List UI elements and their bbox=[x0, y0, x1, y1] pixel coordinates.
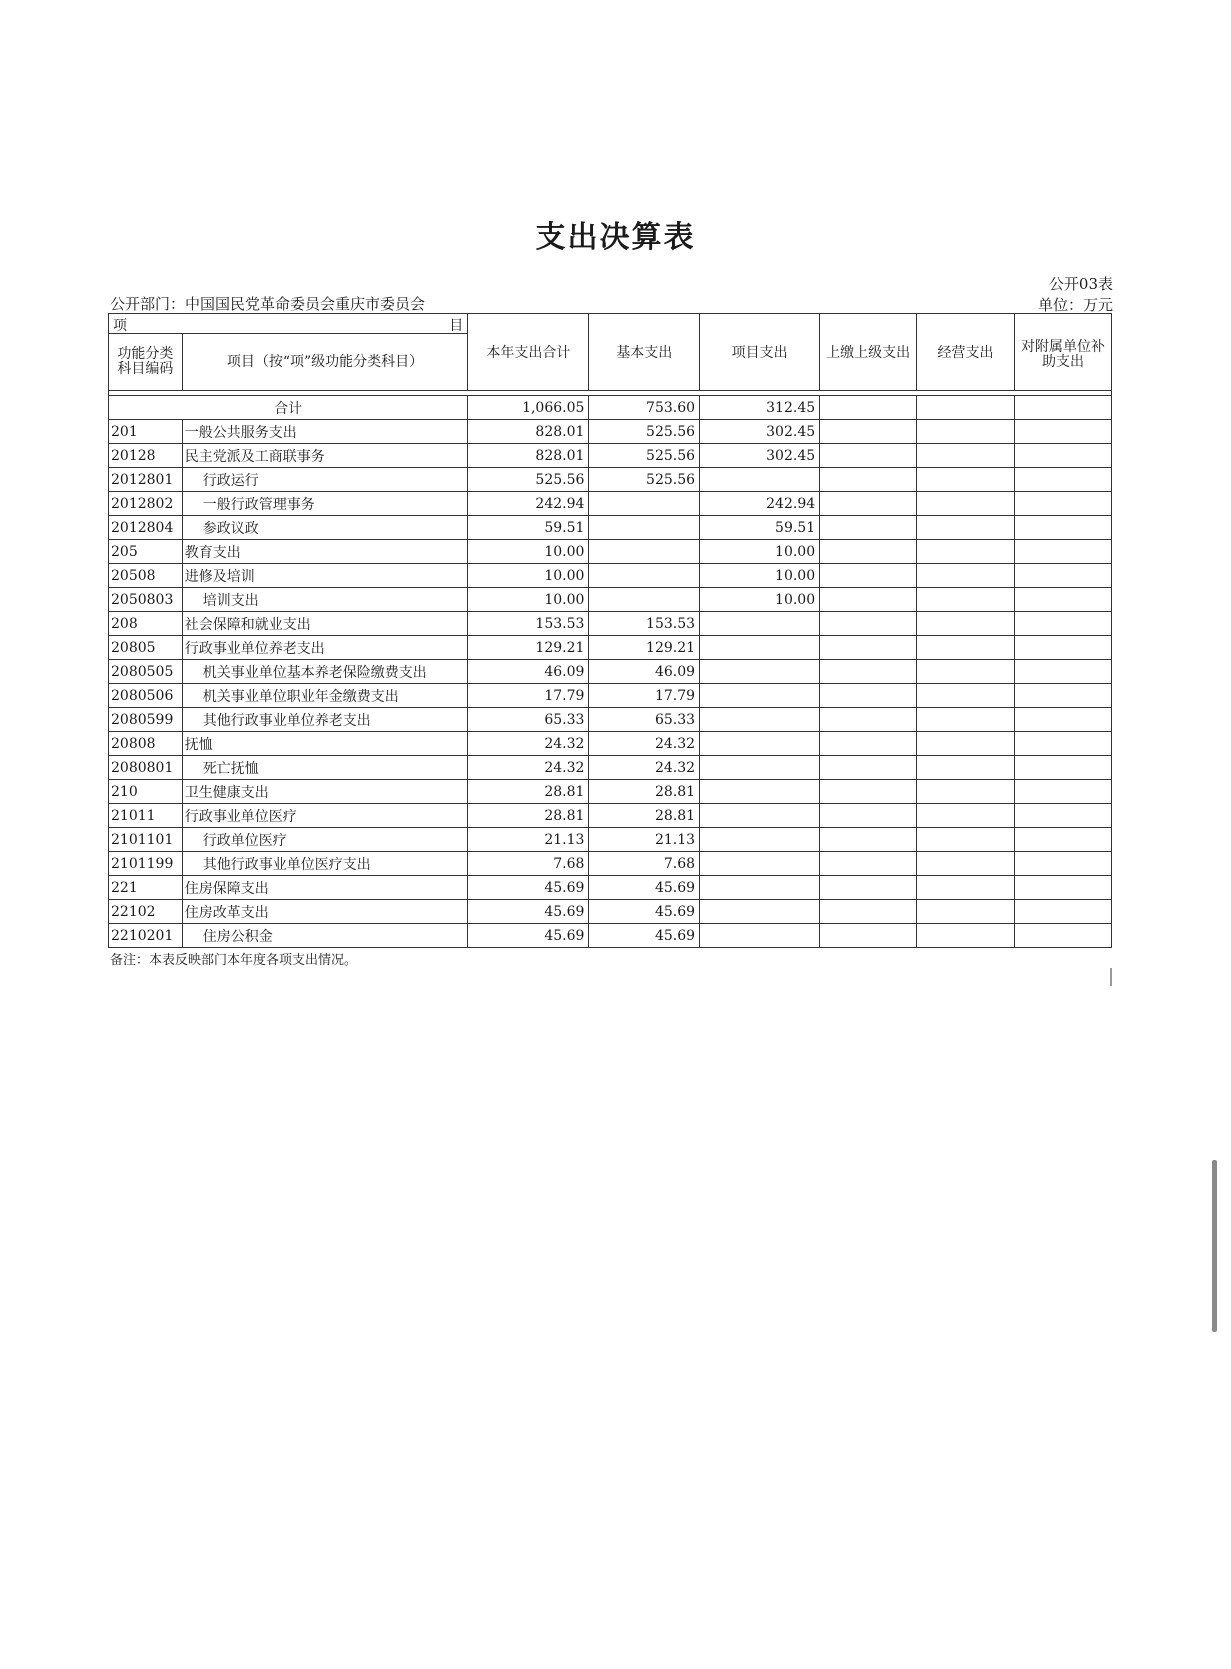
business-cell bbox=[917, 708, 1015, 732]
business-cell bbox=[917, 516, 1015, 540]
code-cell: 2080599 bbox=[109, 708, 183, 732]
project-cell: 302.45 bbox=[700, 420, 820, 444]
name-cell: 行政事业单位医疗 bbox=[182, 804, 468, 828]
form-number: 公开03表 bbox=[1048, 275, 1113, 293]
basic-cell bbox=[589, 564, 700, 588]
upper-cell bbox=[820, 852, 917, 876]
total-upper-cell bbox=[820, 396, 917, 420]
project-cell bbox=[700, 468, 820, 492]
business-cell bbox=[917, 780, 1015, 804]
project-cell: 10.00 bbox=[700, 540, 820, 564]
col-header-basic: 基本支出 bbox=[589, 314, 700, 391]
code-cell: 221 bbox=[109, 876, 183, 900]
name-cell: 其他行政事业单位医疗支出 bbox=[182, 852, 468, 876]
total-cell: 242.94 bbox=[468, 492, 589, 516]
project-cell: 59.51 bbox=[700, 516, 820, 540]
basic-cell: 28.81 bbox=[589, 780, 700, 804]
name-cell: 行政运行 bbox=[182, 468, 468, 492]
upper-cell bbox=[820, 876, 917, 900]
basic-cell: 21.13 bbox=[589, 828, 700, 852]
table-row bbox=[109, 612, 1112, 636]
subsidy-cell bbox=[1015, 876, 1112, 900]
code-cell: 201 bbox=[109, 420, 183, 444]
business-cell bbox=[917, 924, 1015, 948]
subsidy-cell bbox=[1015, 468, 1112, 492]
total-row bbox=[109, 396, 1112, 420]
name-cell: 民主党派及工商联事务 bbox=[182, 444, 468, 468]
code-cell: 2210201 bbox=[109, 924, 183, 948]
department-label: 公开部门：中国国民党革命委员会重庆市委员会 bbox=[110, 295, 426, 313]
upper-cell bbox=[820, 492, 917, 516]
upper-cell bbox=[820, 708, 917, 732]
total-cell: 10.00 bbox=[468, 540, 589, 564]
code-cell: 2012804 bbox=[109, 516, 183, 540]
table-row bbox=[109, 708, 1112, 732]
page-title: 支出决算表 bbox=[535, 220, 696, 255]
business-cell bbox=[917, 852, 1015, 876]
basic-cell: 153.53 bbox=[589, 612, 700, 636]
col-header-subsidy: 对附属单位补助支出 bbox=[1015, 314, 1112, 391]
name-cell: 其他行政事业单位养老支出 bbox=[182, 708, 468, 732]
total-cell: 28.81 bbox=[468, 804, 589, 828]
table-row bbox=[109, 636, 1112, 660]
subsidy-cell bbox=[1015, 852, 1112, 876]
code-cell: 20808 bbox=[109, 732, 183, 756]
basic-cell: 525.56 bbox=[589, 468, 700, 492]
basic-cell: 24.32 bbox=[589, 756, 700, 780]
upper-cell bbox=[820, 660, 917, 684]
basic-cell: 65.33 bbox=[589, 708, 700, 732]
subsidy-cell bbox=[1015, 780, 1112, 804]
name-cell: 社会保障和就业支出 bbox=[182, 612, 468, 636]
basic-cell: 525.56 bbox=[589, 420, 700, 444]
col-header-total: 本年支出合计 bbox=[468, 314, 589, 391]
upper-cell bbox=[820, 540, 917, 564]
name-cell: 行政单位医疗 bbox=[182, 828, 468, 852]
project-cell bbox=[700, 636, 820, 660]
code-cell: 2012802 bbox=[109, 492, 183, 516]
name-cell: 住房保障支出 bbox=[182, 876, 468, 900]
total-cell: 46.09 bbox=[468, 660, 589, 684]
business-cell bbox=[917, 444, 1015, 468]
subsidy-cell bbox=[1015, 756, 1112, 780]
total-cell: 828.01 bbox=[468, 444, 589, 468]
total-business-cell bbox=[917, 396, 1015, 420]
col-header-project: 项目支出 bbox=[700, 314, 820, 391]
project-header bbox=[109, 314, 468, 334]
total-cell: 153.53 bbox=[468, 612, 589, 636]
project-cell bbox=[700, 852, 820, 876]
total-subsidy-cell bbox=[1015, 396, 1112, 420]
upper-cell bbox=[820, 420, 917, 444]
table-row bbox=[109, 924, 1112, 948]
total-label: 合计 bbox=[109, 396, 468, 420]
name-cell: 住房公积金 bbox=[182, 924, 468, 948]
basic-cell: 525.56 bbox=[589, 444, 700, 468]
business-cell bbox=[917, 492, 1015, 516]
edge-mark bbox=[1110, 968, 1112, 986]
table-row bbox=[109, 564, 1112, 588]
name-cell: 死亡抚恤 bbox=[182, 756, 468, 780]
name-cell: 抚恤 bbox=[182, 732, 468, 756]
subsidy-cell bbox=[1015, 612, 1112, 636]
table-row bbox=[109, 468, 1112, 492]
basic-cell bbox=[589, 588, 700, 612]
upper-cell bbox=[820, 804, 917, 828]
basic-cell: 28.81 bbox=[589, 804, 700, 828]
name-cell: 教育支出 bbox=[182, 540, 468, 564]
note: 备注：本表反映部门本年度各项支出情况。 bbox=[110, 953, 358, 968]
expenditure-table bbox=[108, 313, 1112, 948]
subsidy-cell bbox=[1015, 420, 1112, 444]
total-basic-cell: 753.60 bbox=[589, 396, 700, 420]
code-cell: 2080506 bbox=[109, 684, 183, 708]
project-cell bbox=[700, 804, 820, 828]
business-cell bbox=[917, 612, 1015, 636]
subsidy-cell bbox=[1015, 924, 1112, 948]
subsidy-cell bbox=[1015, 732, 1112, 756]
upper-cell bbox=[820, 684, 917, 708]
subsidy-cell bbox=[1015, 516, 1112, 540]
code-cell: 208 bbox=[109, 612, 183, 636]
total-cell: 10.00 bbox=[468, 588, 589, 612]
table-row bbox=[109, 516, 1112, 540]
code-cell: 20508 bbox=[109, 564, 183, 588]
code-cell: 2012801 bbox=[109, 468, 183, 492]
project-cell bbox=[700, 612, 820, 636]
table-row bbox=[109, 900, 1112, 924]
upper-cell bbox=[820, 588, 917, 612]
total-cell: 59.51 bbox=[468, 516, 589, 540]
business-cell bbox=[917, 564, 1015, 588]
table-row bbox=[109, 732, 1112, 756]
total-cell: 21.13 bbox=[468, 828, 589, 852]
total-cell: 28.81 bbox=[468, 780, 589, 804]
basic-cell: 45.69 bbox=[589, 924, 700, 948]
basic-cell bbox=[589, 540, 700, 564]
subsidy-cell bbox=[1015, 540, 1112, 564]
upper-cell bbox=[820, 732, 917, 756]
total-cell: 45.69 bbox=[468, 876, 589, 900]
project-cell: 242.94 bbox=[700, 492, 820, 516]
project-header-right: 目 bbox=[449, 318, 464, 334]
project-header-left: 项 bbox=[113, 318, 127, 334]
total-cell: 10.00 bbox=[468, 564, 589, 588]
total-cell: 828.01 bbox=[468, 420, 589, 444]
code-cell: 2080801 bbox=[109, 756, 183, 780]
project-cell bbox=[700, 732, 820, 756]
table-row bbox=[109, 444, 1112, 468]
project-cell bbox=[700, 828, 820, 852]
col-header-business: 经营支出 bbox=[917, 314, 1015, 391]
basic-cell bbox=[589, 492, 700, 516]
table-row bbox=[109, 588, 1112, 612]
table-row bbox=[109, 828, 1112, 852]
scrollbar[interactable] bbox=[1212, 1160, 1217, 1332]
business-cell bbox=[917, 732, 1015, 756]
table-row bbox=[109, 780, 1112, 804]
upper-cell bbox=[820, 468, 917, 492]
project-cell bbox=[700, 924, 820, 948]
upper-cell bbox=[820, 756, 917, 780]
total-cell: 65.33 bbox=[468, 708, 589, 732]
name-cell: 一般公共服务支出 bbox=[182, 420, 468, 444]
total-cell: 17.79 bbox=[468, 684, 589, 708]
upper-cell bbox=[820, 900, 917, 924]
total-cell: 24.32 bbox=[468, 732, 589, 756]
code-col-header: 功能分类科目编码 bbox=[109, 334, 183, 391]
project-cell bbox=[700, 684, 820, 708]
business-cell bbox=[917, 636, 1015, 660]
total-cell: 1,066.05 bbox=[468, 396, 589, 420]
subsidy-cell bbox=[1015, 804, 1112, 828]
code-cell: 22102 bbox=[109, 900, 183, 924]
name-cell: 住房改革支出 bbox=[182, 900, 468, 924]
project-cell bbox=[700, 780, 820, 804]
table-row bbox=[109, 420, 1112, 444]
code-cell: 21011 bbox=[109, 804, 183, 828]
subsidy-cell bbox=[1015, 492, 1112, 516]
subsidy-cell bbox=[1015, 444, 1112, 468]
code-cell: 2050803 bbox=[109, 588, 183, 612]
name-cell: 一般行政管理事务 bbox=[182, 492, 468, 516]
basic-cell: 7.68 bbox=[589, 852, 700, 876]
code-cell: 2101101 bbox=[109, 828, 183, 852]
project-cell: 302.45 bbox=[700, 444, 820, 468]
code-cell: 210 bbox=[109, 780, 183, 804]
total-cell: 129.21 bbox=[468, 636, 589, 660]
business-cell bbox=[917, 660, 1015, 684]
subsidy-cell bbox=[1015, 708, 1112, 732]
table-row bbox=[109, 876, 1112, 900]
basic-cell: 46.09 bbox=[589, 660, 700, 684]
upper-cell bbox=[820, 444, 917, 468]
table-row bbox=[109, 540, 1112, 564]
total-cell: 7.68 bbox=[468, 852, 589, 876]
name-cell: 机关事业单位职业年金缴费支出 bbox=[182, 684, 468, 708]
table-row bbox=[109, 684, 1112, 708]
code-cell: 2101199 bbox=[109, 852, 183, 876]
upper-cell bbox=[820, 924, 917, 948]
upper-cell bbox=[820, 780, 917, 804]
business-cell bbox=[917, 588, 1015, 612]
total-project-cell: 312.45 bbox=[700, 396, 820, 420]
total-cell: 24.32 bbox=[468, 756, 589, 780]
basic-cell bbox=[589, 516, 700, 540]
code-cell: 20805 bbox=[109, 636, 183, 660]
col-header-upper: 上缴上级支出 bbox=[820, 314, 917, 391]
code-cell: 20128 bbox=[109, 444, 183, 468]
project-cell: 10.00 bbox=[700, 588, 820, 612]
unit-label: 单位：万元 bbox=[1037, 296, 1113, 314]
name-cell: 卫生健康支出 bbox=[182, 780, 468, 804]
business-cell bbox=[917, 684, 1015, 708]
project-cell bbox=[700, 708, 820, 732]
code-cell: 2080505 bbox=[109, 660, 183, 684]
business-cell bbox=[917, 420, 1015, 444]
subsidy-cell bbox=[1015, 660, 1112, 684]
upper-cell bbox=[820, 564, 917, 588]
business-cell bbox=[917, 804, 1015, 828]
name-cell: 行政事业单位养老支出 bbox=[182, 636, 468, 660]
basic-cell: 24.32 bbox=[589, 732, 700, 756]
business-cell bbox=[917, 900, 1015, 924]
total-cell: 45.69 bbox=[468, 900, 589, 924]
project-cell bbox=[700, 660, 820, 684]
subsidy-cell bbox=[1015, 564, 1112, 588]
total-cell: 525.56 bbox=[468, 468, 589, 492]
upper-cell bbox=[820, 612, 917, 636]
project-cell: 10.00 bbox=[700, 564, 820, 588]
basic-cell: 129.21 bbox=[589, 636, 700, 660]
basic-cell: 17.79 bbox=[589, 684, 700, 708]
table-row bbox=[109, 804, 1112, 828]
subsidy-cell bbox=[1015, 828, 1112, 852]
name-cell: 机关事业单位基本养老保险缴费支出 bbox=[182, 660, 468, 684]
project-cell bbox=[700, 876, 820, 900]
business-cell bbox=[917, 756, 1015, 780]
table-row bbox=[109, 756, 1112, 780]
project-cell bbox=[700, 900, 820, 924]
subsidy-cell bbox=[1015, 684, 1112, 708]
upper-cell bbox=[820, 828, 917, 852]
project-cell bbox=[700, 756, 820, 780]
code-cell: 205 bbox=[109, 540, 183, 564]
name-col-header: 项目（按“项”级功能分类科目） bbox=[182, 334, 468, 391]
business-cell bbox=[917, 468, 1015, 492]
basic-cell: 45.69 bbox=[589, 900, 700, 924]
business-cell bbox=[917, 828, 1015, 852]
name-cell: 参政议政 bbox=[182, 516, 468, 540]
upper-cell bbox=[820, 516, 917, 540]
table-row bbox=[109, 492, 1112, 516]
total-cell: 45.69 bbox=[468, 924, 589, 948]
name-cell: 进修及培训 bbox=[182, 564, 468, 588]
business-cell bbox=[917, 540, 1015, 564]
table-row bbox=[109, 852, 1112, 876]
subsidy-cell bbox=[1015, 588, 1112, 612]
table-row bbox=[109, 660, 1112, 684]
name-cell: 培训支出 bbox=[182, 588, 468, 612]
upper-cell bbox=[820, 636, 917, 660]
subsidy-cell bbox=[1015, 636, 1112, 660]
basic-cell: 45.69 bbox=[589, 876, 700, 900]
business-cell bbox=[917, 876, 1015, 900]
subsidy-cell bbox=[1015, 900, 1112, 924]
